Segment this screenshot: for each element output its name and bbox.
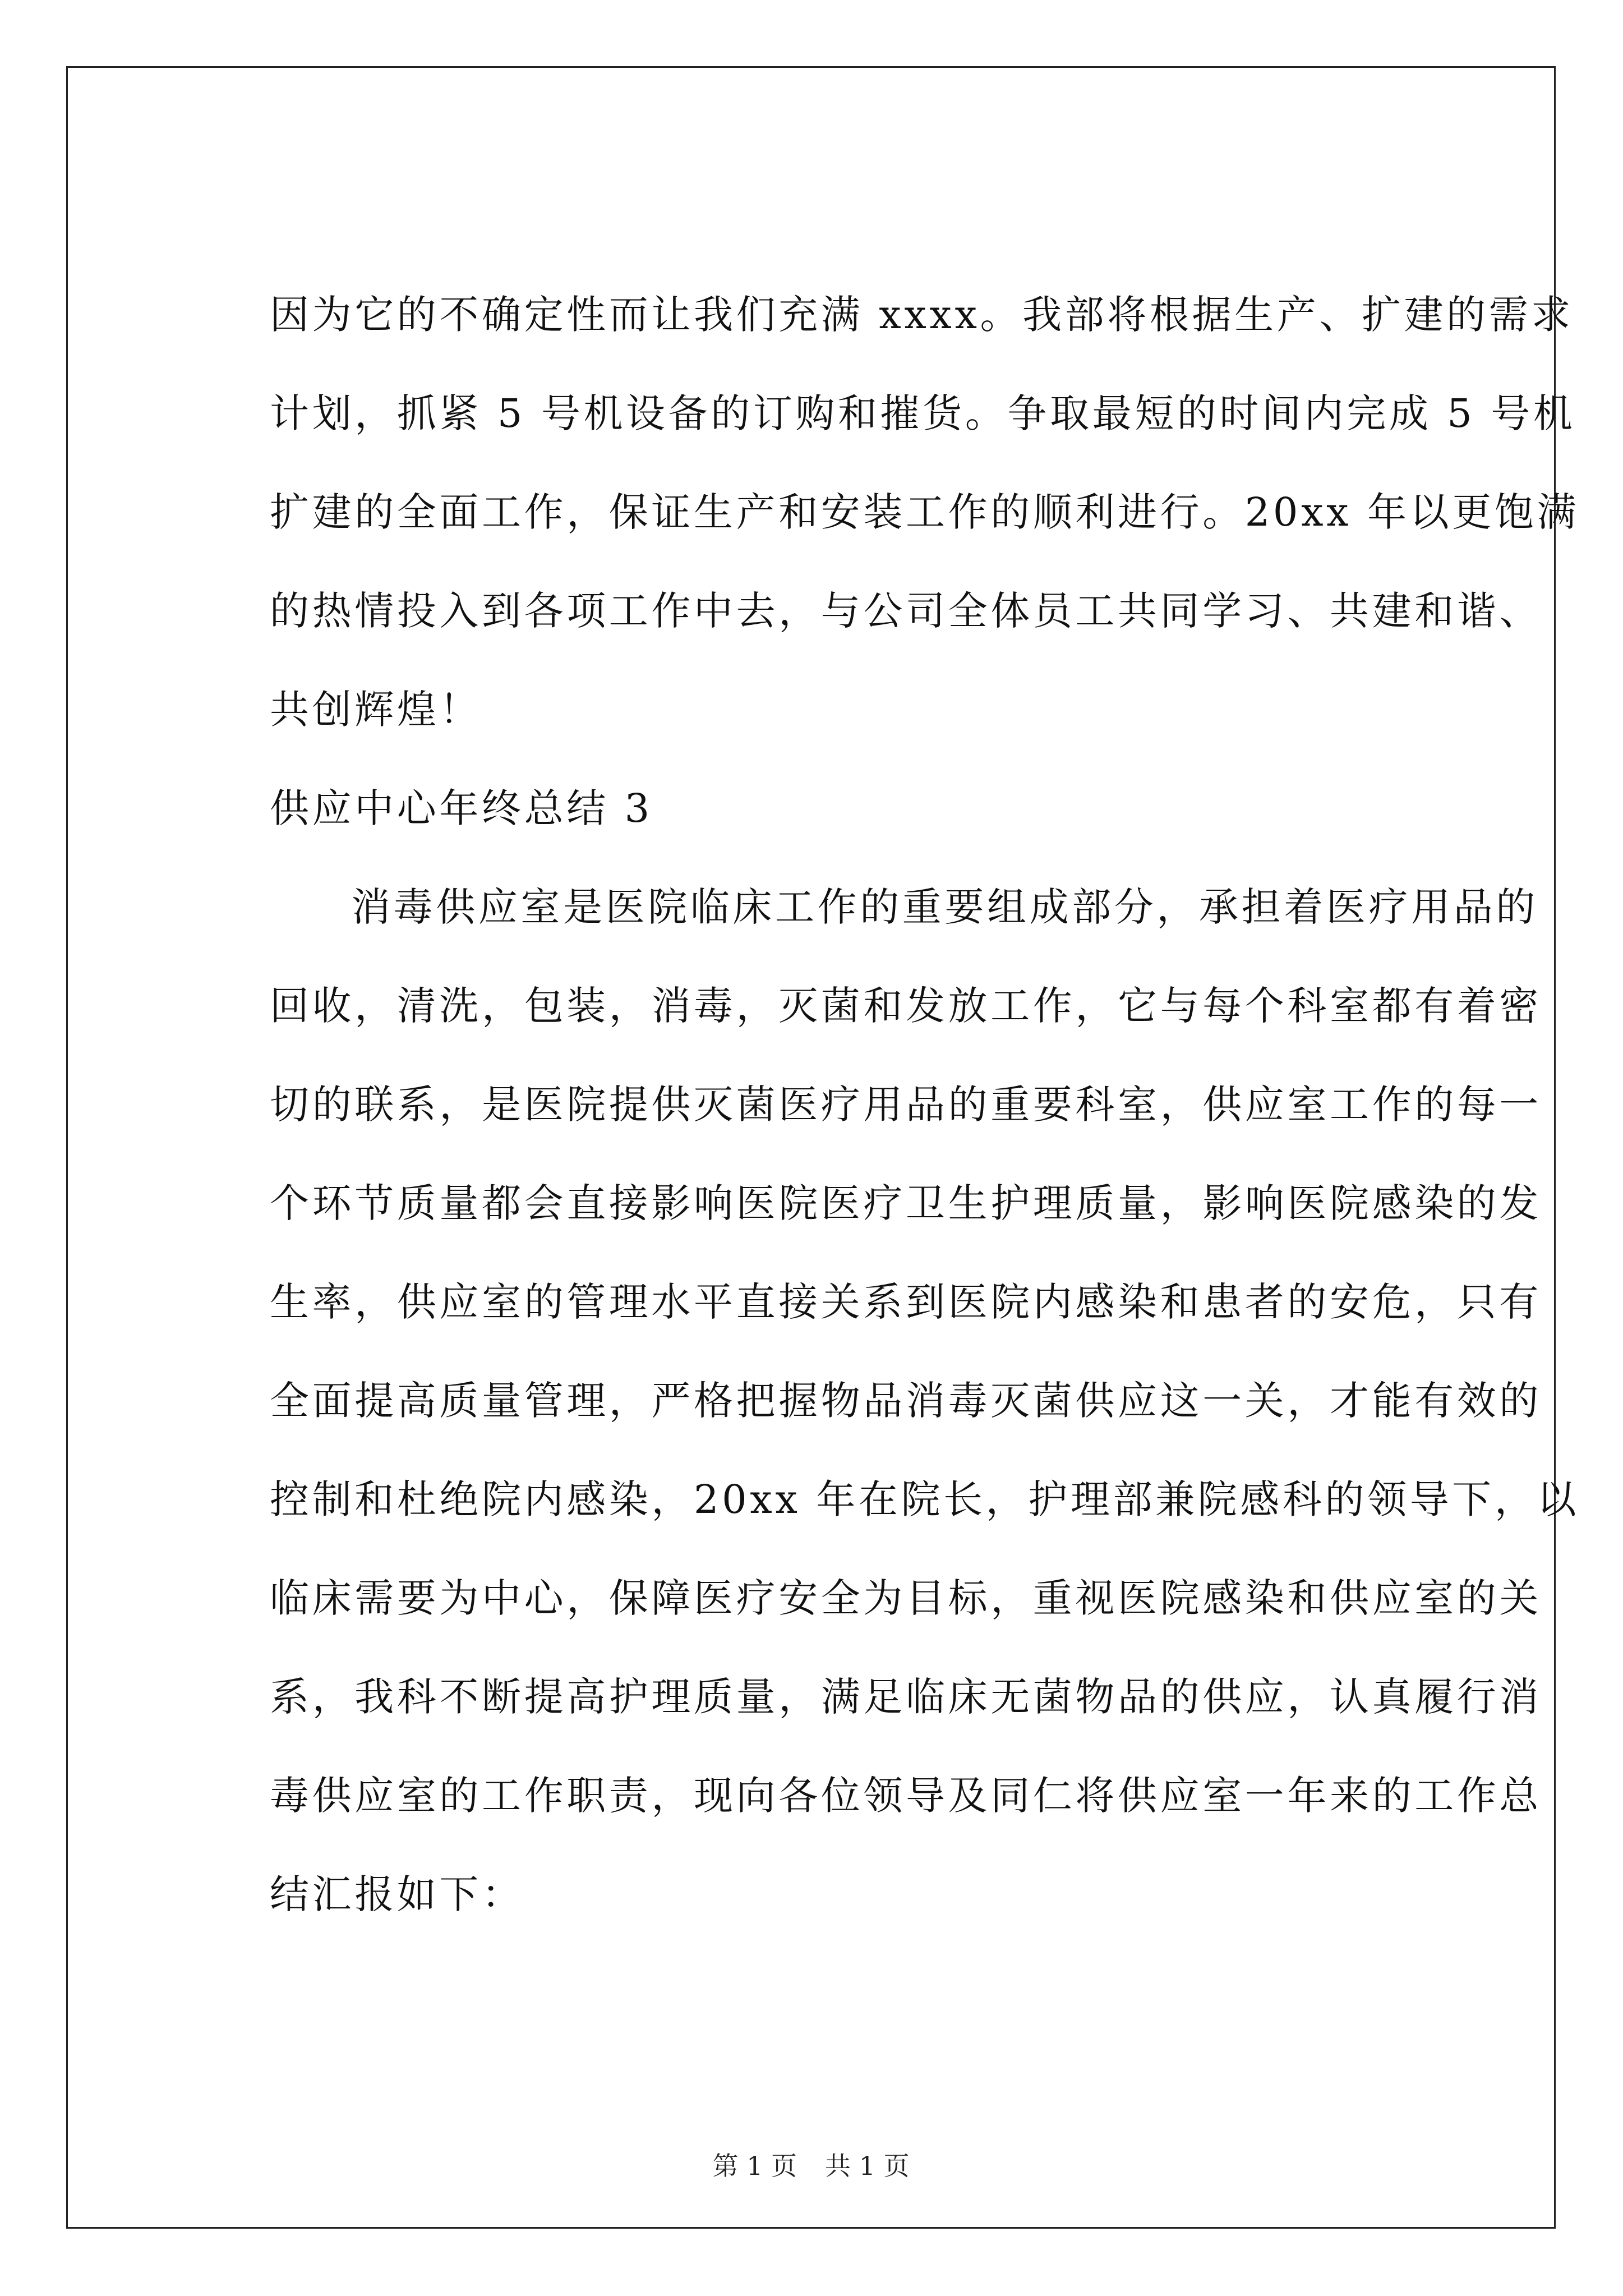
paragraph-line: 共创辉煌！	[270, 687, 482, 733]
page-frame	[66, 66, 1580, 2229]
paragraph-line: 结汇报如下：	[270, 1871, 524, 1917]
paragraph-line: 消毒供应室是医院临床工作的重要组成部分，承担着医疗用品的	[351, 884, 1538, 930]
paragraph-line: 切的联系，是医院提供灭菌医疗用品的重要科室，供应室工作的每一	[270, 1082, 1542, 1128]
paragraph-line: 回收，清洗，包装，消毒，灭菌和发放工作，它与每个科室都有着密	[270, 983, 1542, 1029]
paragraph-line: 毒供应室的工作职责，现向各位领导及同仁将供应室一年来的工作总	[270, 1773, 1542, 1819]
paragraph-line: 个环节质量都会直接影响医院医疗卫生护理质量，影响医院感染的发	[270, 1180, 1542, 1226]
paragraph-line: 因为它的不确定性而让我们充满 xxxx。我部将根据生产、扩建的需求	[270, 292, 1574, 338]
page-footer	[68, 2149, 1554, 2183]
paragraph-line: 计划，抓紧 5 号机设备的订购和摧货。争取最短的时间内完成 5 号机	[270, 390, 1576, 436]
page-total: 共 1 页	[825, 2151, 910, 2181]
paragraph-line: 临床需要为中心，保障医疗安全为目标，重视医院感染和供应室的关	[270, 1575, 1542, 1621]
paragraph-line: 生率，供应室的管理水平直接关系到医院内感染和患者的安危，只有	[270, 1279, 1542, 1325]
section-title: 供应中心年终总结 3	[270, 785, 653, 831]
page-number: 第 1 页	[712, 2151, 797, 2181]
paragraph-line: 控制和杜绝院内感染，20xx 年在院长，护理部兼院感科的领导下，以	[270, 1476, 1580, 1522]
paragraph-line: 扩建的全面工作，保证生产和安装工作的顺利进行。20xx 年以更饱满	[270, 489, 1580, 535]
paragraph-line: 系，我科不断提高护理质量，满足临床无菌物品的供应，认真履行消	[270, 1674, 1542, 1720]
paragraph-line: 的热情投入到各项工作中去，与公司全体员工共同学习、共建和谐、	[270, 588, 1542, 634]
paragraph-line: 全面提高质量管理，严格把握物品消毒灭菌供应这一关，才能有效的	[270, 1378, 1542, 1424]
